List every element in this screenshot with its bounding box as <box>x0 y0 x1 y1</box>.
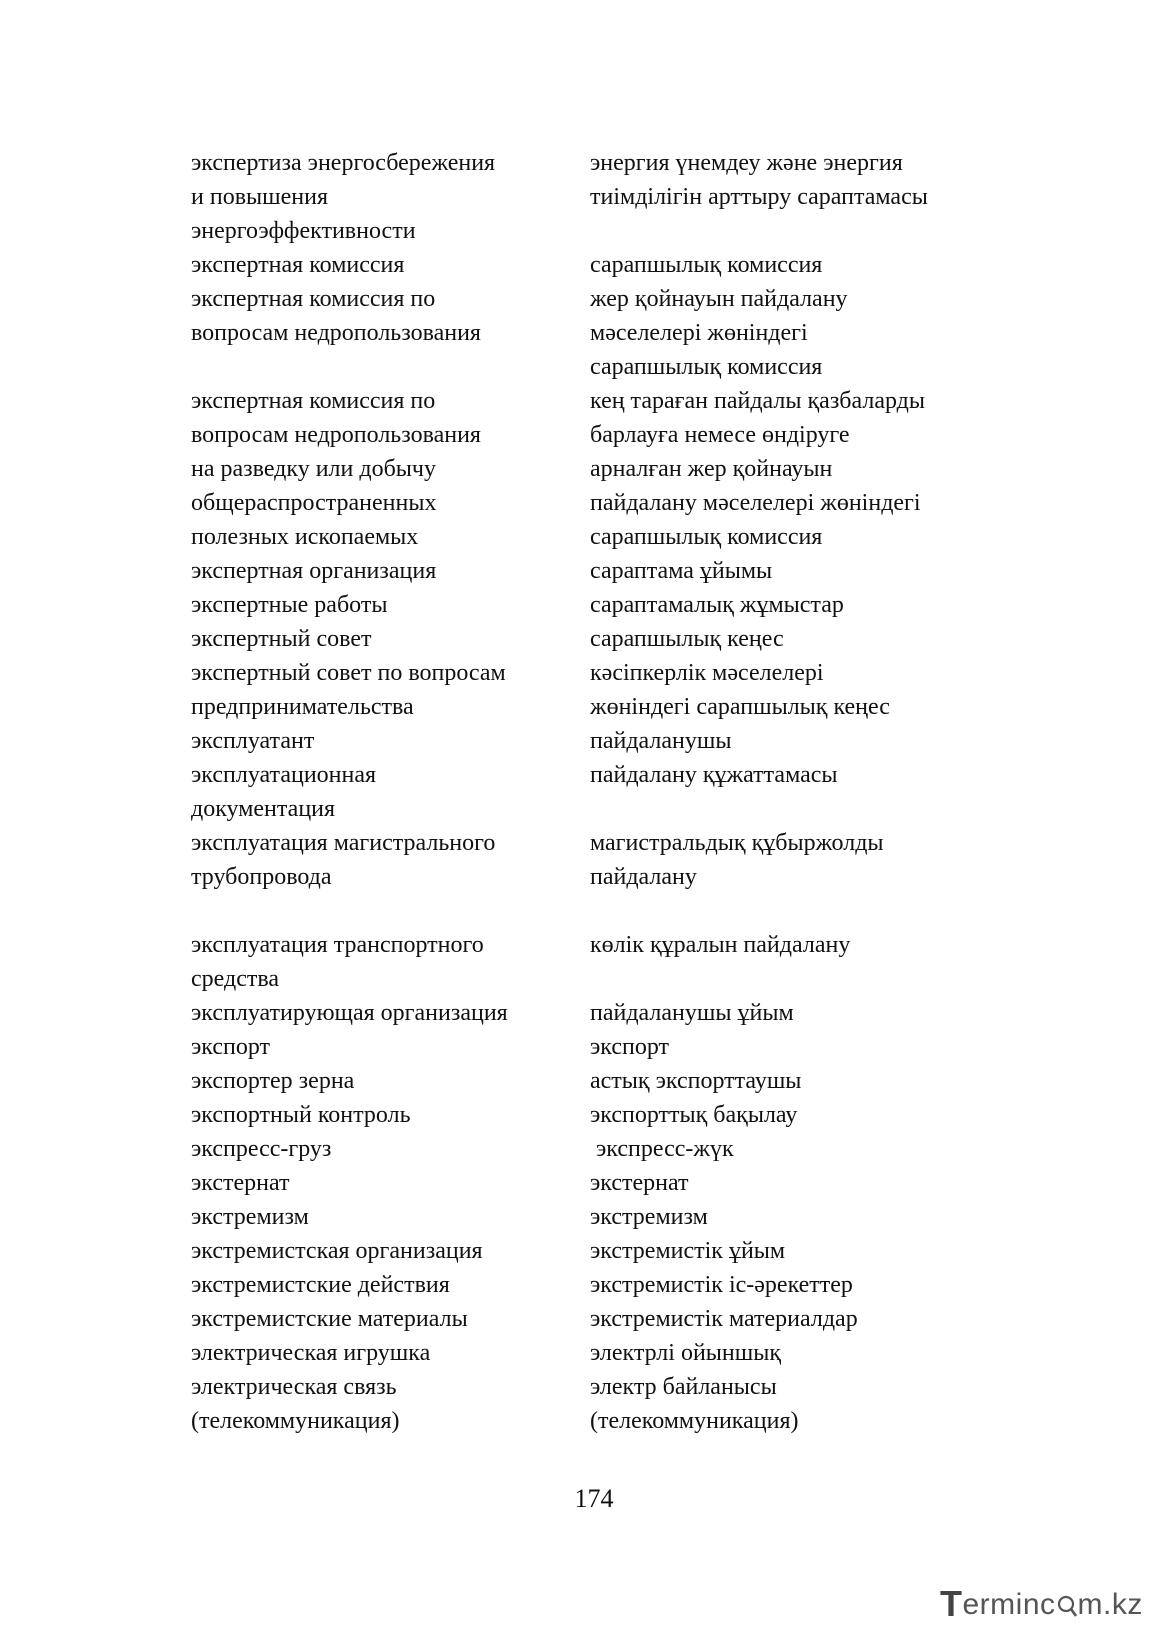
term-russian: экстремизм <box>191 1204 309 1230</box>
glossary-entry <box>0 282 1158 384</box>
glossary-entry <box>0 622 1158 656</box>
term-kazakh: экспресс-жүк <box>590 1136 734 1162</box>
term-kazakh: экспорт <box>590 1034 670 1060</box>
term-russian: эксплуатант <box>191 728 315 754</box>
term-kazakh: экстремистік материалдар <box>590 1306 858 1332</box>
term-kazakh: астық экспорттаушы <box>590 1068 802 1094</box>
term-russian: электрическая связь (телекоммуникация) <box>191 1374 400 1434</box>
term-kazakh: сараптама ұйымы <box>590 558 773 584</box>
glossary-entry <box>0 554 1158 588</box>
term-russian: экспертный совет по вопросам предпринимательства <box>191 660 506 720</box>
watermark-text-left: erminc <box>962 1588 1056 1621</box>
term-kazakh: энергия үнемдеу және энергия тиімділігін арттыру сараптамасы <box>590 150 928 210</box>
term-russian: экстремистская организация <box>191 1238 483 1264</box>
glossary-entry <box>0 928 1158 996</box>
glossary-entry <box>0 248 1158 282</box>
glossary-entries <box>0 146 1158 1438</box>
glossary-entry <box>0 1336 1158 1370</box>
term-kazakh: экстремизм <box>590 1204 708 1230</box>
glossary-entry <box>0 996 1158 1030</box>
term-kazakh: пайдаланушы ұйым <box>590 1000 794 1026</box>
term-russian: эксплуатирующая организация <box>191 1000 508 1026</box>
term-russian: экспертная комиссия <box>191 252 405 278</box>
glossary-entry <box>0 1030 1158 1064</box>
term-russian: экспертная организация <box>191 558 437 584</box>
glossary-entry <box>0 724 1158 758</box>
glossary-entry <box>0 656 1158 724</box>
term-kazakh: пайдалану құжаттамасы <box>590 762 838 788</box>
term-russian: экспорт <box>191 1034 271 1060</box>
page-number: 174 <box>574 1484 614 1513</box>
glossary-entry <box>0 146 1158 248</box>
glossary-entry <box>0 1370 1158 1438</box>
term-russian: экспортер зерна <box>191 1068 355 1094</box>
termincom-watermark <box>940 1585 1143 1625</box>
term-kazakh: кең тараған пайдалы қазбаларды барлауға немесе өндіруге арналған жер қойнауын пайдалану мәселелері жөніндегі сарапшылық комиссия <box>590 388 926 550</box>
term-russian: экспертная комиссия по вопросам недропользования <box>191 286 481 346</box>
watermark-text-right: m.kz <box>1077 1588 1143 1621</box>
term-kazakh: экстремистік іс-әрекеттер <box>590 1272 853 1298</box>
glossary-entry <box>0 758 1158 826</box>
term-kazakh: жер қойнауын пайдалану мәселелері жөніндегі сарапшылық комиссия <box>590 286 848 380</box>
term-russian: экспертная комиссия по вопросам недропользования на разведку или добычу общераспространенных полезных ископаемых <box>191 388 481 550</box>
term-kazakh: экстремистік ұйым <box>590 1238 786 1264</box>
term-kazakh: кәсіпкерлік мәселелері жөніндегі сарапшылық кеңес <box>590 660 890 720</box>
term-kazakh: электрлі ойыншық <box>590 1340 782 1366</box>
term-kazakh: сарапшылық кеңес <box>590 626 784 652</box>
term-russian: экспертиза энергосбережения и повышения энергоэффективности <box>191 150 496 244</box>
glossary-entry <box>0 1098 1158 1132</box>
term-russian: экспресс-груз <box>191 1136 332 1162</box>
glossary-entry <box>0 1132 1158 1166</box>
term-russian: экспертный совет <box>191 626 372 652</box>
term-russian: экстернат <box>191 1170 290 1196</box>
glossary-entry <box>0 826 1158 928</box>
term-kazakh: пайдаланушы <box>590 728 732 754</box>
glossary-entry <box>0 1200 1158 1234</box>
glossary-entry <box>0 1234 1158 1268</box>
term-kazakh: сарапшылық комиссия <box>590 252 823 278</box>
term-kazakh: магистральдық құбыржолды пайдалану <box>590 830 884 890</box>
glossary-entry <box>0 588 1158 622</box>
term-kazakh: сараптамалық жұмыстар <box>590 592 844 618</box>
term-kazakh: экстернат <box>590 1170 689 1196</box>
term-russian: эксплуатация транспортного средства <box>191 932 484 992</box>
term-russian: эксплуатационная документация <box>191 762 377 822</box>
term-kazakh: электр байланысы (телекоммуникация) <box>590 1374 799 1434</box>
term-russian: эксплуатация магистрального трубопровода <box>191 830 496 890</box>
term-russian: экстремистские действия <box>191 1272 450 1298</box>
term-russian: электрическая игрушка <box>191 1340 431 1366</box>
term-kazakh: көлік құралын пайдалану <box>590 932 851 958</box>
term-russian: экспортный контроль <box>191 1102 411 1128</box>
glossary-entry <box>0 1268 1158 1302</box>
term-russian: экстремистские материалы <box>191 1306 468 1332</box>
term-kazakh: экспорттық бақылау <box>590 1102 798 1128</box>
magnifier-icon <box>1057 1590 1077 1620</box>
term-russian: экспертные работы <box>191 592 388 618</box>
glossary-entry <box>0 384 1158 554</box>
glossary-entry <box>0 1064 1158 1098</box>
glossary-entry <box>0 1302 1158 1336</box>
glossary-entry <box>0 1166 1158 1200</box>
watermark-t: T <box>940 1583 963 1624</box>
